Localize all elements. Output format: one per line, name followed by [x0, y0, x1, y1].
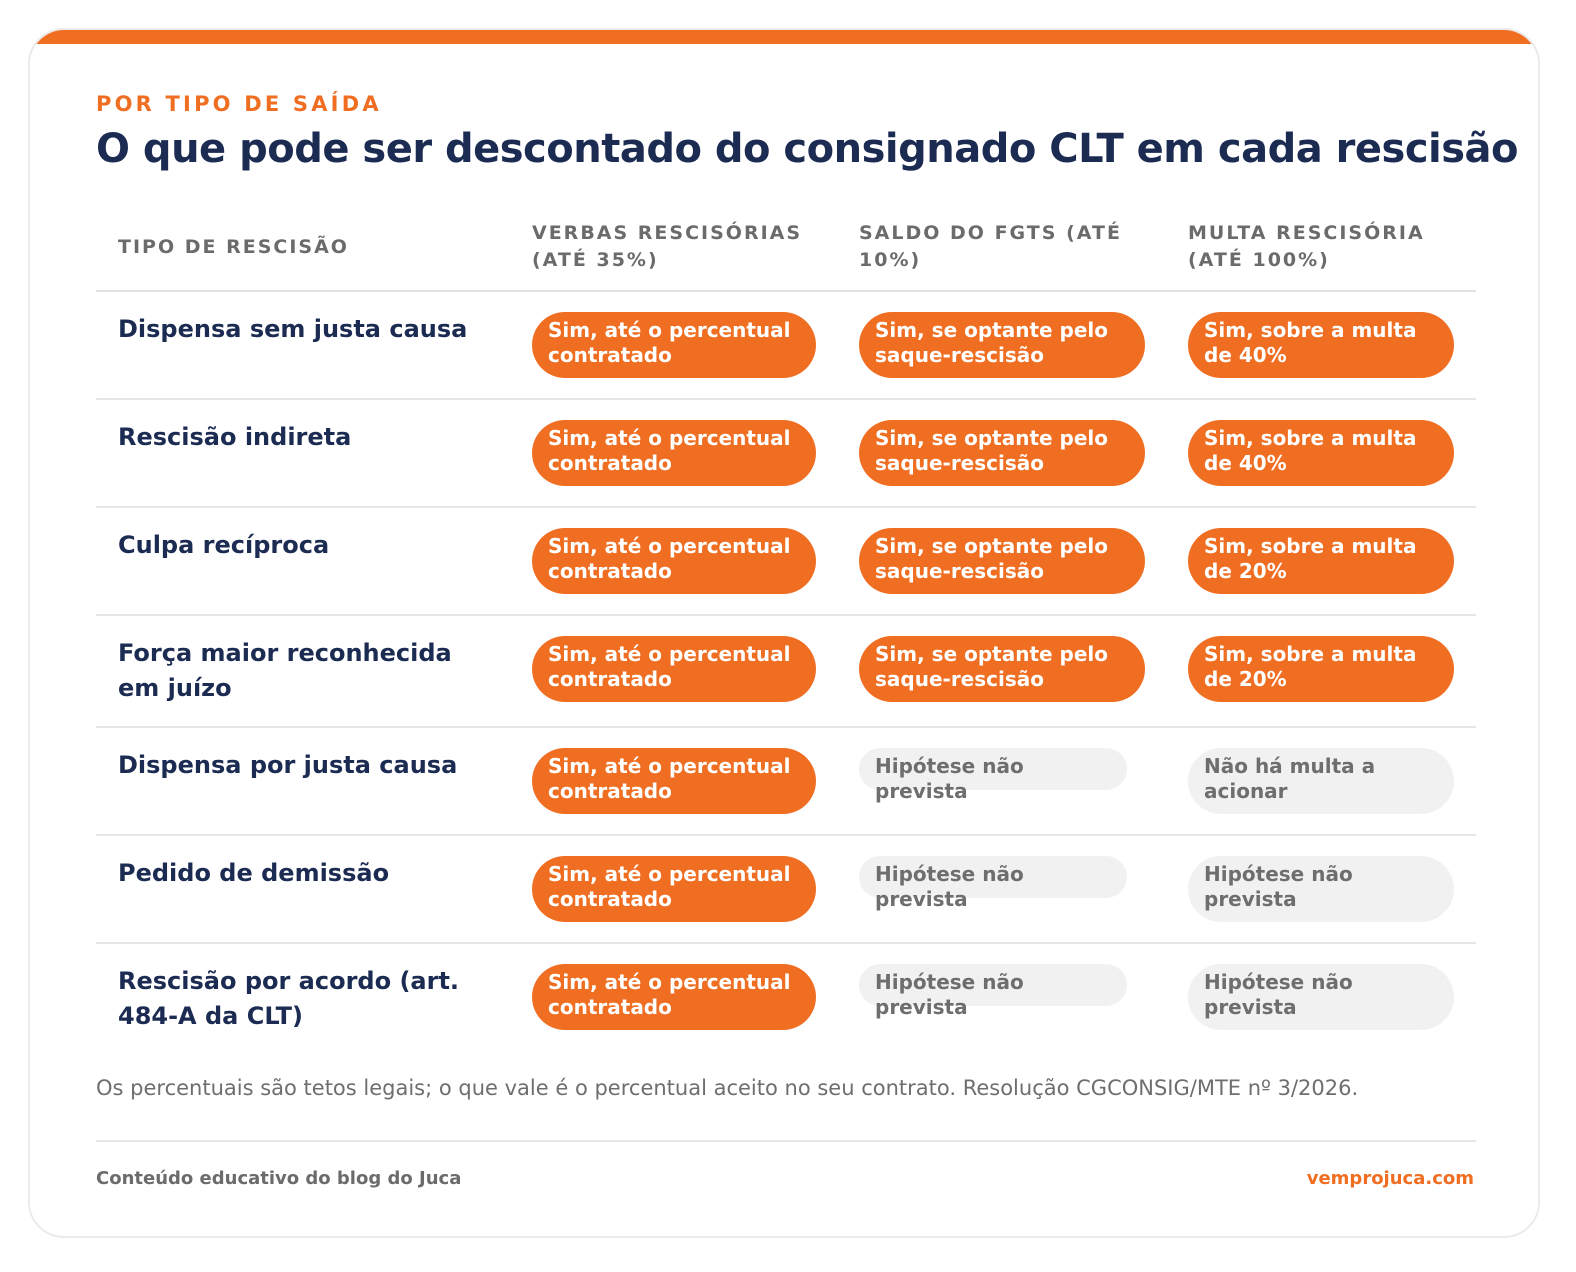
status-badge: Sim, até o percentual contratado	[532, 636, 816, 702]
status-badge: Sim, se optante pelo saque-rescisão	[859, 528, 1145, 594]
status-badge: Sim, se optante pelo saque-rescisão	[859, 312, 1145, 378]
status-badge: Sim, sobre a multa de 40%	[1188, 312, 1454, 378]
table-row	[96, 728, 1476, 836]
row-label: Dispensa por justa causa	[118, 751, 458, 779]
status-badge: Sim, até o percentual contratado	[532, 528, 816, 594]
table-row	[96, 508, 1476, 616]
status-badge: Sim, até o percentual contratado	[532, 420, 816, 486]
status-badge: Hipótese não prevista	[859, 748, 1127, 790]
column-header-multa: MULTA RESCISÓRIA (ATÉ 100%)	[1188, 222, 1425, 271]
status-badge: Hipótese não prevista	[1188, 964, 1454, 1030]
status-badge: Sim, até o percentual contratado	[532, 856, 816, 922]
status-badge: Hipótese não prevista	[859, 964, 1127, 1006]
eyebrow: POR TIPO DE SAÍDA	[96, 92, 382, 116]
status-badge: Sim, sobre a multa de 20%	[1188, 636, 1454, 702]
status-badge: Sim, se optante pelo saque-rescisão	[859, 420, 1145, 486]
status-badge: Sim, até o percentual contratado	[532, 964, 816, 1030]
status-badge: Sim, até o percentual contratado	[532, 748, 816, 814]
status-badge: Sim, se optante pelo saque-rescisão	[859, 636, 1145, 702]
column-header-tipo: TIPO DE RESCISÃO	[118, 236, 349, 258]
status-badge: Sim, sobre a multa de 20%	[1188, 528, 1454, 594]
page-title: O que pode ser descontado do consignado CLT em cada rescisão	[96, 126, 1519, 172]
table-row	[96, 944, 1476, 1054]
card-top-accent-bar	[30, 30, 1538, 44]
row-label: Rescisão por acordo (art. 484-A da CLT)	[118, 967, 460, 1030]
footer-site-link[interactable]: vemprojuca.com	[1306, 1168, 1474, 1189]
row-label: Pedido de demissão	[118, 859, 390, 887]
row-label: Rescisão indireta	[118, 423, 352, 451]
footer-credit: Conteúdo educativo do blog do Juca	[96, 1168, 462, 1189]
row-label: Força maior reconhecida em juízo	[118, 639, 452, 702]
status-badge: Não há multa a acionar	[1188, 748, 1454, 814]
rescission-table	[96, 220, 1476, 1054]
table-row	[96, 836, 1476, 944]
table-row	[96, 400, 1476, 508]
footer-divider	[96, 1140, 1476, 1142]
row-label: Dispensa sem justa causa	[118, 315, 468, 343]
table-header	[96, 220, 1476, 292]
status-badge: Sim, sobre a multa de 40%	[1188, 420, 1454, 486]
status-badge: Hipótese não prevista	[859, 856, 1127, 898]
column-header-verbas: VERBAS RESCISÓRIAS (ATÉ 35%)	[532, 222, 803, 271]
table-row	[96, 616, 1476, 728]
column-header-fgts: SALDO DO FGTS (ATÉ 10%)	[859, 222, 1122, 271]
legal-note: Os percentuais são tetos legais; o que vale é o percentual aceito no seu contrato. Resolução CGCONSIG/MTE nº 3/2026.	[96, 1076, 1359, 1100]
table-row	[96, 292, 1476, 400]
card	[28, 28, 1540, 1238]
status-badge: Sim, até o percentual contratado	[532, 312, 816, 378]
row-label: Culpa recíproca	[118, 531, 330, 559]
status-badge: Hipótese não prevista	[1188, 856, 1454, 922]
